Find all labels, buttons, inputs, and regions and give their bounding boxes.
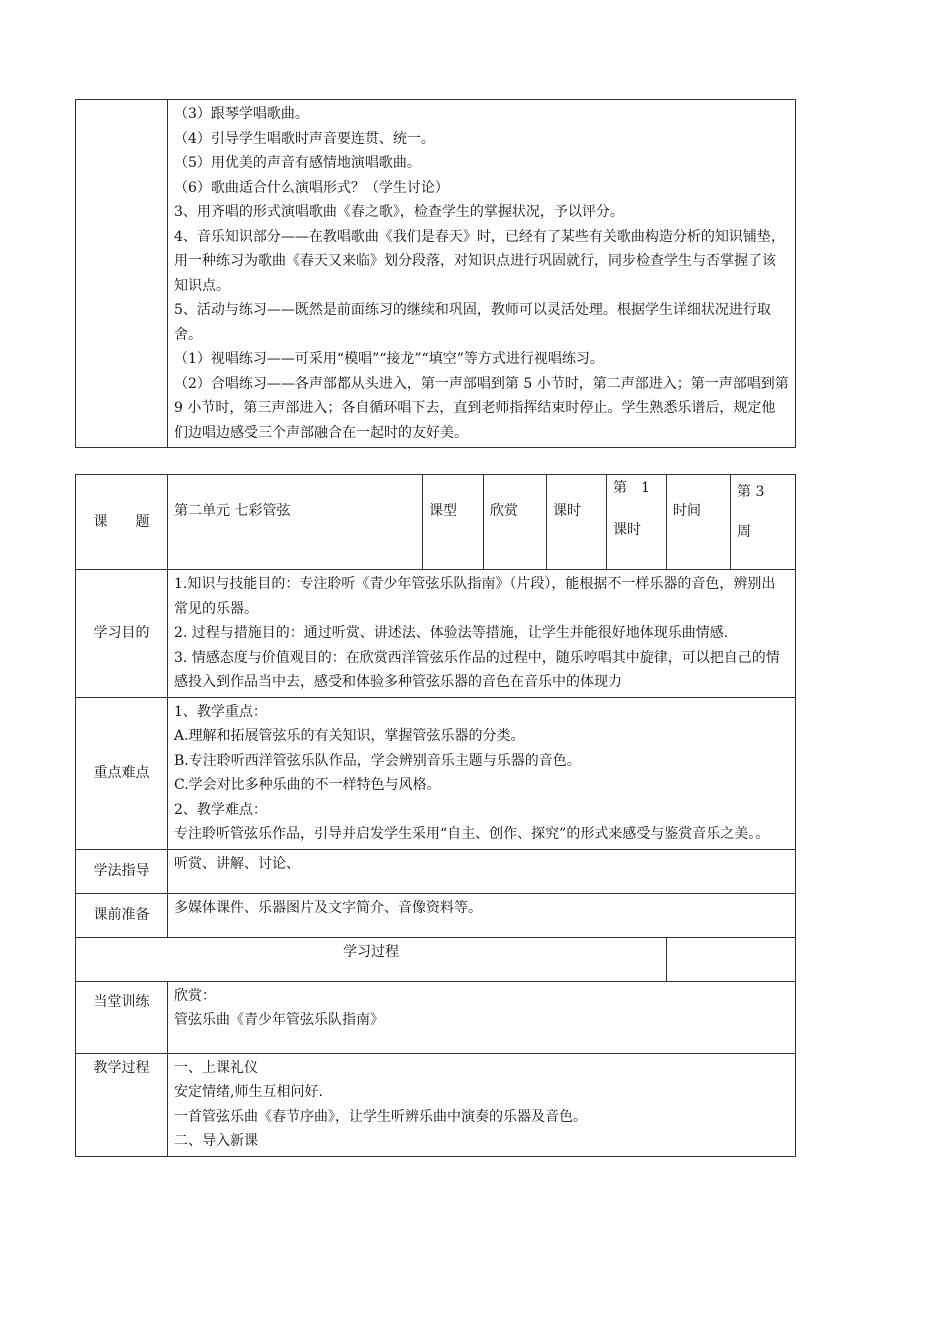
hours-label: 课时: [547, 475, 607, 570]
method-label: 学法指导: [76, 849, 168, 893]
training-label: 当堂训练: [76, 981, 168, 1053]
goals-label: 学习目的: [76, 570, 168, 698]
training-row: [76, 981, 796, 1053]
key-point-item: B.专注聆听西洋管弦乐队作品，学会辨别音乐主题与乐器的音色。: [174, 752, 581, 769]
type-label: 课型: [423, 475, 484, 570]
prep-value: 多媒体课件、乐器图片及文字简介、音像资料等。: [168, 893, 796, 937]
process-header-row: [76, 937, 796, 981]
type-value: 欣赏: [484, 475, 547, 570]
goal-item: 1.知识与技能目的：专注聆听《青少年管弦乐队指南》（片段），能根据不一样乐器的音色，辨别出常见的乐器。: [174, 576, 776, 617]
prep-row: [76, 893, 796, 937]
method-row: [76, 849, 796, 893]
process-header: 学习过程: [76, 937, 667, 981]
content-line: （5）用优美的声音有感情地演唱歌曲。: [174, 155, 421, 171]
continuation-table: [75, 99, 796, 448]
content-line: （6）歌曲适合什么演唱形式？（学生讨论）: [174, 179, 449, 196]
hours-value-bottom: 课时: [613, 522, 641, 538]
continuation-row: [76, 100, 796, 448]
content-line: 5、活动与练习——既然是前面练习的继续和巩固，教师可以灵活处理。根据学生详细状况进行取舍。: [174, 302, 771, 343]
method-value: 听赏、讲解、讨论、: [168, 849, 796, 893]
hours-value-top: 第 1: [613, 480, 650, 496]
process-header-empty: [667, 937, 796, 981]
content-line: （3）跟琴学唱歌曲。: [174, 106, 309, 122]
key-point-item: A.理解和拓展管弦乐的有关知识，掌握管弦乐器的分类。: [174, 728, 525, 744]
goal-item: 2. 过程与措施目的：通过听赏、讲述法、体验法等措施，让学生并能很好地体现乐曲情感.: [174, 625, 729, 641]
goals-content: [168, 570, 796, 698]
key-points-content: [168, 697, 796, 849]
key-point-item: 专注聆听管弦乐作品，引导并启发学生采用“自主、创作、探究”的形式来感受与鉴赏音乐之美。。: [174, 826, 770, 842]
key-points-row: [76, 697, 796, 849]
content-line: （2）合唱练习——各声部都从头进入，第一声部唱到第 5 小节时，第二声部进入；第一声部唱到第 9 小节时，第三声部进入；各自循环唱下去，直到老师指挥结束时停止。学生熟悉乐谱后，规定他们边唱边感受三个声部融合在一起时的友好美。: [174, 375, 789, 441]
hours-value: [607, 475, 667, 570]
key-point-item: 2、教学难点：: [174, 801, 267, 818]
time-value-bottom: 周: [737, 524, 751, 540]
teaching-line: 安定情绪,师生互相问好.: [174, 1084, 323, 1100]
content-line: 3、用齐唱的形式演唱歌曲《春之歌》，检查学生的掌握状况，予以评分。: [174, 204, 624, 220]
teaching-row: [76, 1053, 796, 1156]
training-content: [168, 981, 796, 1053]
teaching-label: 教学过程: [76, 1053, 168, 1156]
key-points-label: 重点难点: [76, 697, 168, 849]
header-row: [76, 475, 796, 570]
content-line: 4、音乐知识部分——在教唱歌曲《我们是春天》时，已经有了某些有关歌曲构造分析的知识铺垫，用一种练习为歌曲《春天又来临》划分段落，对知识点进行巩固就行，同步检查学生与否掌握了该知识点。: [174, 228, 785, 294]
content-line: （4）引导学生唱歌时声音要连贯、统一。: [174, 130, 435, 147]
continuation-content: [168, 100, 796, 448]
teaching-content: [168, 1053, 796, 1156]
topic-label: 课 题: [76, 475, 168, 570]
prep-label: 课前准备: [76, 893, 168, 937]
training-line: 管弦乐曲《青少年管弦乐队指南》: [174, 1012, 384, 1028]
time-label: 时间: [667, 475, 731, 570]
teaching-line: 一、上课礼仪: [174, 1059, 258, 1076]
time-value: [731, 475, 796, 570]
time-value-top: 第 3: [737, 484, 765, 500]
continuation-label-cell: [76, 100, 168, 448]
goals-row: [76, 570, 796, 698]
topic-value: 第二单元 七彩管弦: [168, 475, 423, 570]
goal-item: 3. 情感态度与价值观目的：在欣赏西洋管弦乐作品的过程中，随乐哼唱其中旋律，可以把自己的情感投入到作品当中去，感受和体验多种管弦乐器的音色在音乐中的体现力: [174, 649, 780, 690]
teaching-line: 一首管弦乐曲《春节序曲》，让学生听辨乐曲中演奏的乐器及音色。: [174, 1108, 587, 1125]
training-line: 欣赏：: [174, 987, 216, 1004]
teaching-line: 二、导入新课: [174, 1133, 258, 1149]
key-point-item: C.学会对比多种乐曲的不一样特色与风格。: [174, 777, 441, 793]
key-point-item: 1、教学重点：: [174, 703, 267, 720]
content-line: （1）视唱练习——可采用“模唱”“接龙”“填空”等方式进行视唱练习。: [174, 351, 604, 367]
lesson-plan-table: [75, 474, 796, 1157]
